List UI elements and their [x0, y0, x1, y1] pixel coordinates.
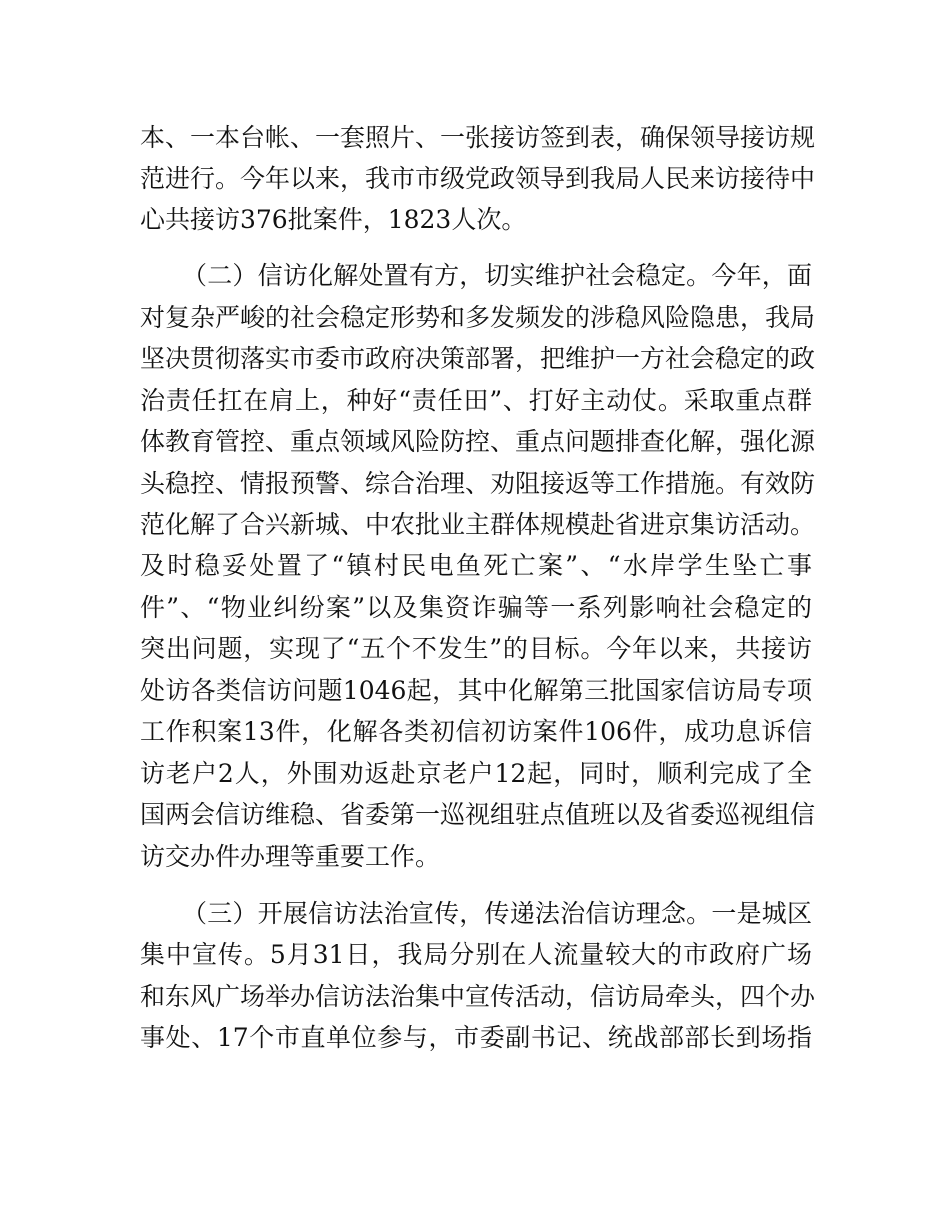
text-line: 事处、17个市直单位参与，市委副书记、统战部部长到场指 [140, 1023, 812, 1052]
text-line: 对复杂严峻的社会稳定形势和多发频发的涉稳风险隐患，我局 [140, 303, 816, 332]
text-line: 和东风广场举办信访法治集中宣传活动，信访局牵头，四个办 [140, 982, 816, 1011]
text-line: 体教育管控、重点领域风险防控、重点问题排查化解，强化源 [140, 427, 816, 456]
section-heading-line: （三）开展信访法治宣传，传递法治信访理念。一是城区 [182, 899, 812, 928]
text-line: 范化解了合兴新城、中农批业主群体规模赴省进京集访活动。 [140, 510, 816, 539]
text-line: 突出问题，实现了“五个不发生”的目标。今年以来，共接访 [140, 634, 812, 663]
text-line: 坚决贯彻落实市委市政府决策部署，把维护一方社会稳定的政 [140, 344, 816, 373]
text-line: 访交办件办理等重要工作。 [140, 842, 441, 871]
text-line: 访老户2人，外围劝返赴京老户12起，同时，顺利完成了全 [140, 759, 812, 788]
text-line: 工作积案13件，化解各类初信初访案件106件，成功息诉信 [140, 717, 812, 746]
text-line: 件”、“物业纠纷案”以及集资诈骗等一系列影响社会稳定的 [140, 593, 812, 622]
text-line: 及时稳妥处置了“镇村民电鱼死亡案”、“水岸学生坠亡事 [140, 551, 812, 580]
text-line: 头稳控、情报预警、综合治理、劝阻接返等工作措施。有效防 [140, 469, 816, 498]
text-line: 处访各类信访问题1046起，其中化解第三批国家信访局专项 [140, 676, 812, 705]
text-line: 心共接访376批案件，1823人次。 [140, 205, 527, 234]
text-line: 本、一本台帐、一套照片、一张接访签到表，确保领导接访规 [140, 123, 816, 152]
section-heading-line: （二）信访化解处置有方，切实维护社会稳定。今年，面 [182, 261, 812, 290]
text-line: 治责任扛在肩上，种好“责任田”、打好主动仗。采取重点群 [140, 386, 812, 415]
text-line: 国两会信访维稳、省委第一巡视组驻点值班以及省委巡视组信 [140, 800, 816, 829]
text-line: 范进行。今年以来，我市市级党政领导到我局人民来访接待中 [140, 164, 816, 193]
text-line: 集中宣传。5月31日，我局分别在人流量较大的市政府广场 [140, 940, 812, 969]
